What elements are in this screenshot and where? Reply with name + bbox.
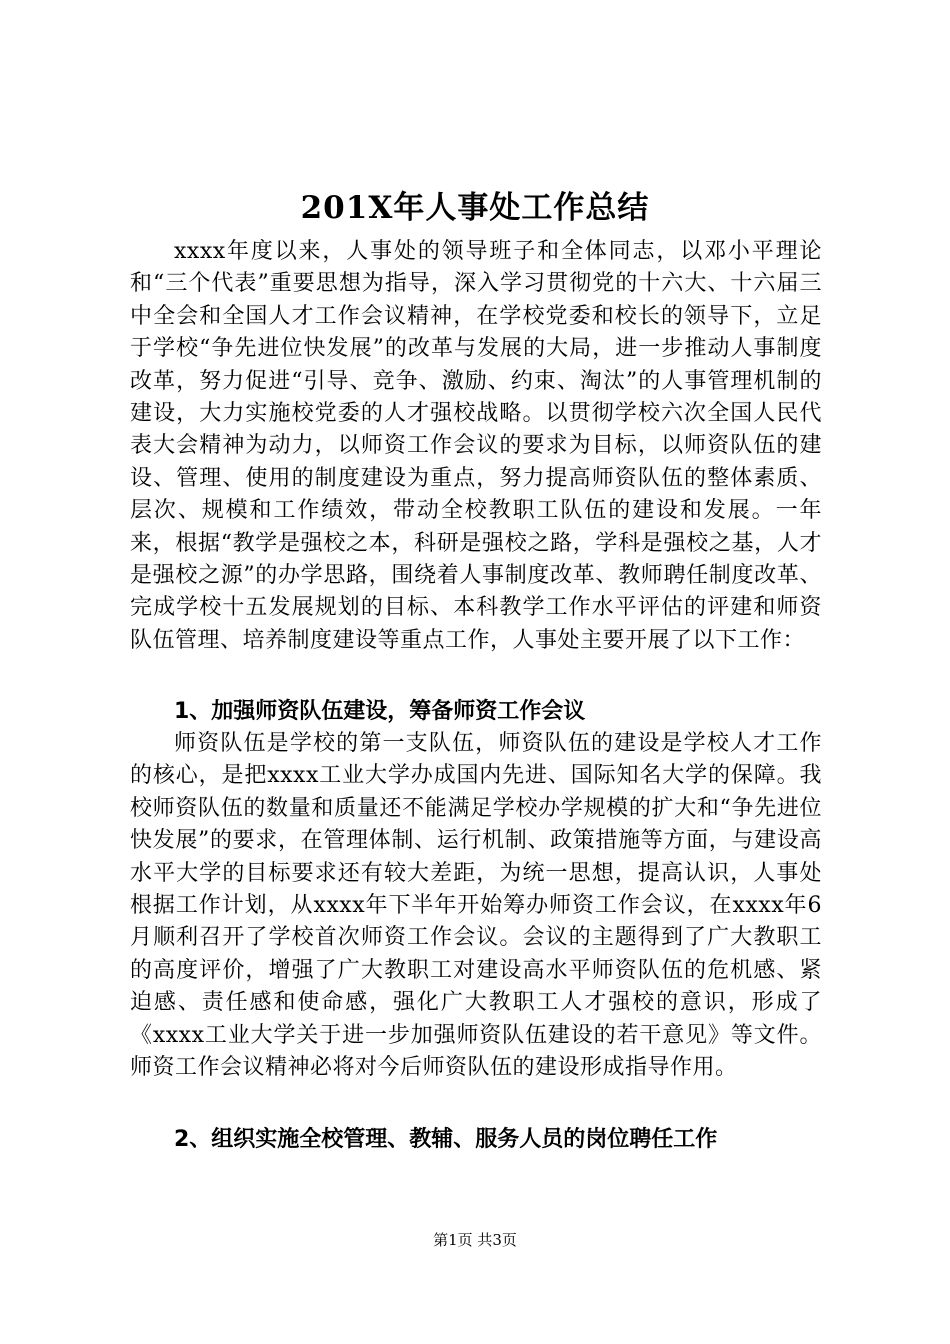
section-2-heading: 2、组织实施全校管理、教辅、服务人员的岗位聘任工作 — [174, 1127, 718, 1152]
section-1-paragraph: 师资队伍是学校的第一支队伍，师资队伍的建设是学校人才工作的核心，是把xxxx工业大学办成国内先进、国际知名大学的保障。我校师资队伍的数量和质量还不能满足学校办学规模的扩大和“争先进位快发展”的要求，在管理体制、运行机制、政策措施等方面，与建设高水平大学的目标要求还有较大差距，为统一思想，提高认识，人事处根据工作计划，从xxxx年下半年开始筹办师资工作会议，在xxxx年6月顺利召开了学校首次师资工作会议。会议的主题得到了广大教职工的高度评价，增强了广大教职工对建设高水平师资队伍的危机感、紧迫感、责任感和使命感，强化广大教职工人才强校的意识，形成了《xxxx工业大学关于进一步加强师资队伍建设的若干意见》等文件。师资工作会议精神必将对今后师资队伍的建设形成指导作用。 — [130, 731, 822, 1081]
intro-paragraph: xxxx年度以来，人事处的领导班子和全体同志，以邓小平理论和“三个代表”重要思想为指导，深入学习贯彻党的十六大、十六届三中全会和全国人才工作会议精神，在学校党委和校长的领导下，立足于学校“争先进位快发展”的改革与发展的大局，进一步推动人事制度改革，努力促进“引导、竞争、激励、约束、淘汰”的人事管理机制的建设，大力实施校党委的人才强校战略。以贯彻学校六次全国人民代表大会精神为动力，以师资工作会议的要求为目标，以师资队伍的建设、管理、使用的制度建设为重点，努力提高师资队伍的整体素质、层次、规模和工作绩效，带动全校教职工队伍的建设和发展。一年来，根据“教学是强校之本，科研是强校之路，学科是强校之基，人才是强校之源”的办学思路，围绕着人事制度改革、教师聘任制度改革、完成学校十五发展规划的目标、本科教学工作水平评估的评建和师资队伍管理、培养制度建设等重点工作，人事处主要开展了以下工作： — [130, 239, 822, 653]
document-title: 201X年人事处工作总结 — [300, 190, 650, 226]
section-1-heading: 1、加强师资队伍建设，筹备师资工作会议 — [174, 699, 586, 724]
page-footer: 第1页 共3页 — [433, 1231, 517, 1249]
